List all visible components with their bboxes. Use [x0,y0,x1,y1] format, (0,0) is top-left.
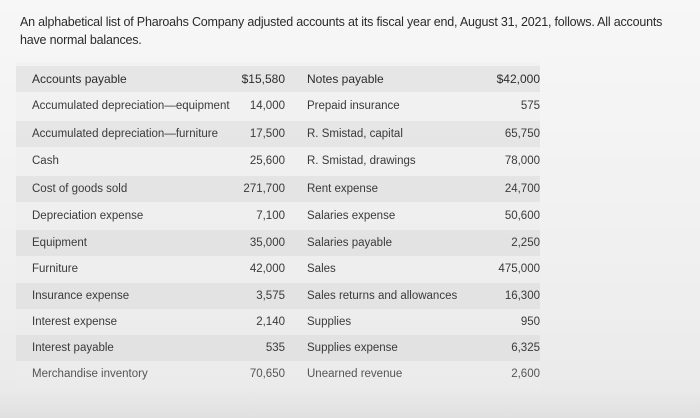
account-name-right: R. Smistad, capital [307,128,403,140]
account-amount-right: 475,000 [498,263,540,275]
table-row [16,283,540,309]
table-row [16,121,540,147]
account-name-right: Notes payable [307,72,384,86]
account-name-left: Equipment [32,237,87,249]
account-amount-left: $15,580 [241,72,285,86]
account-amount-right: 950 [520,316,540,328]
account-amount-left: 35,000 [249,237,285,249]
account-name-right: Rent expense [307,183,378,195]
account-name-left: Depreciation expense [32,210,144,222]
account-name-right: Supplies [307,316,352,328]
table-row [16,176,540,202]
account-amount-left: 271,700 [243,183,285,195]
account-name-right: Sales returns and allowances [307,290,458,302]
account-name-left: Insurance expense [32,290,130,302]
account-amount-left: 42,000 [249,263,285,275]
account-amount-right: 2,250 [511,237,540,249]
account-name-left: Furniture [32,263,79,275]
account-name-left: Merchandise inventory [32,368,148,380]
account-amount-right: 575 [520,100,540,112]
account-amount-right: 65,750 [504,128,540,140]
account-amount-left: 70,650 [249,368,285,380]
account-amount-right: $42,000 [496,72,540,86]
account-name-right: Salaries payable [307,237,393,249]
accounts-table [16,62,540,392]
account-amount-right: 78,000 [504,155,540,167]
account-name-right: Sales [307,263,336,275]
table-row [16,203,540,229]
account-amount-left: 17,500 [249,128,285,140]
account-name-right: R. Smistad, drawings [307,155,416,167]
table-row [16,361,540,387]
table-row [16,93,540,119]
account-amount-right: 50,600 [504,210,540,222]
table-row [16,230,540,256]
table-row [16,66,540,92]
account-name-right: Supplies expense [307,342,398,354]
account-name-right: Salaries expense [307,210,396,222]
problem-statement: An alphabetical list of Pharoahs Company adjusted accounts at its fiscal year end, August 31, 2021, follows. All accounts have normal balances. [20,15,663,47]
table-row [16,148,540,174]
table-row [16,309,540,335]
account-amount-left: 7,100 [256,210,285,222]
account-amount-left: 14,000 [249,100,285,112]
account-name-left: Cost of goods sold [32,183,128,195]
account-amount-right: 6,325 [511,342,540,354]
account-name-left: Interest payable [32,342,114,354]
account-amount-left: 3,575 [256,290,285,302]
account-amount-left: 2,140 [256,316,285,328]
table-row [16,256,540,282]
account-name-right: Unearned revenue [307,368,403,380]
account-name-right: Prepaid insurance [307,100,400,112]
account-amount-left: 535 [265,342,285,354]
account-name-left: Accounts payable [32,72,127,86]
table-row [16,335,540,361]
account-name-left: Interest expense [32,316,118,328]
account-name-left: Cash [32,155,59,167]
account-amount-right: 16,300 [504,290,540,302]
account-name-left: Accumulated depreciation—furniture [32,128,219,140]
account-name-left: Accumulated depreciation—equipment [32,100,230,112]
account-amount-right: 24,700 [504,183,540,195]
photo-shading [0,388,700,418]
account-amount-right: 2,600 [511,368,540,380]
account-amount-left: 25,600 [249,155,285,167]
